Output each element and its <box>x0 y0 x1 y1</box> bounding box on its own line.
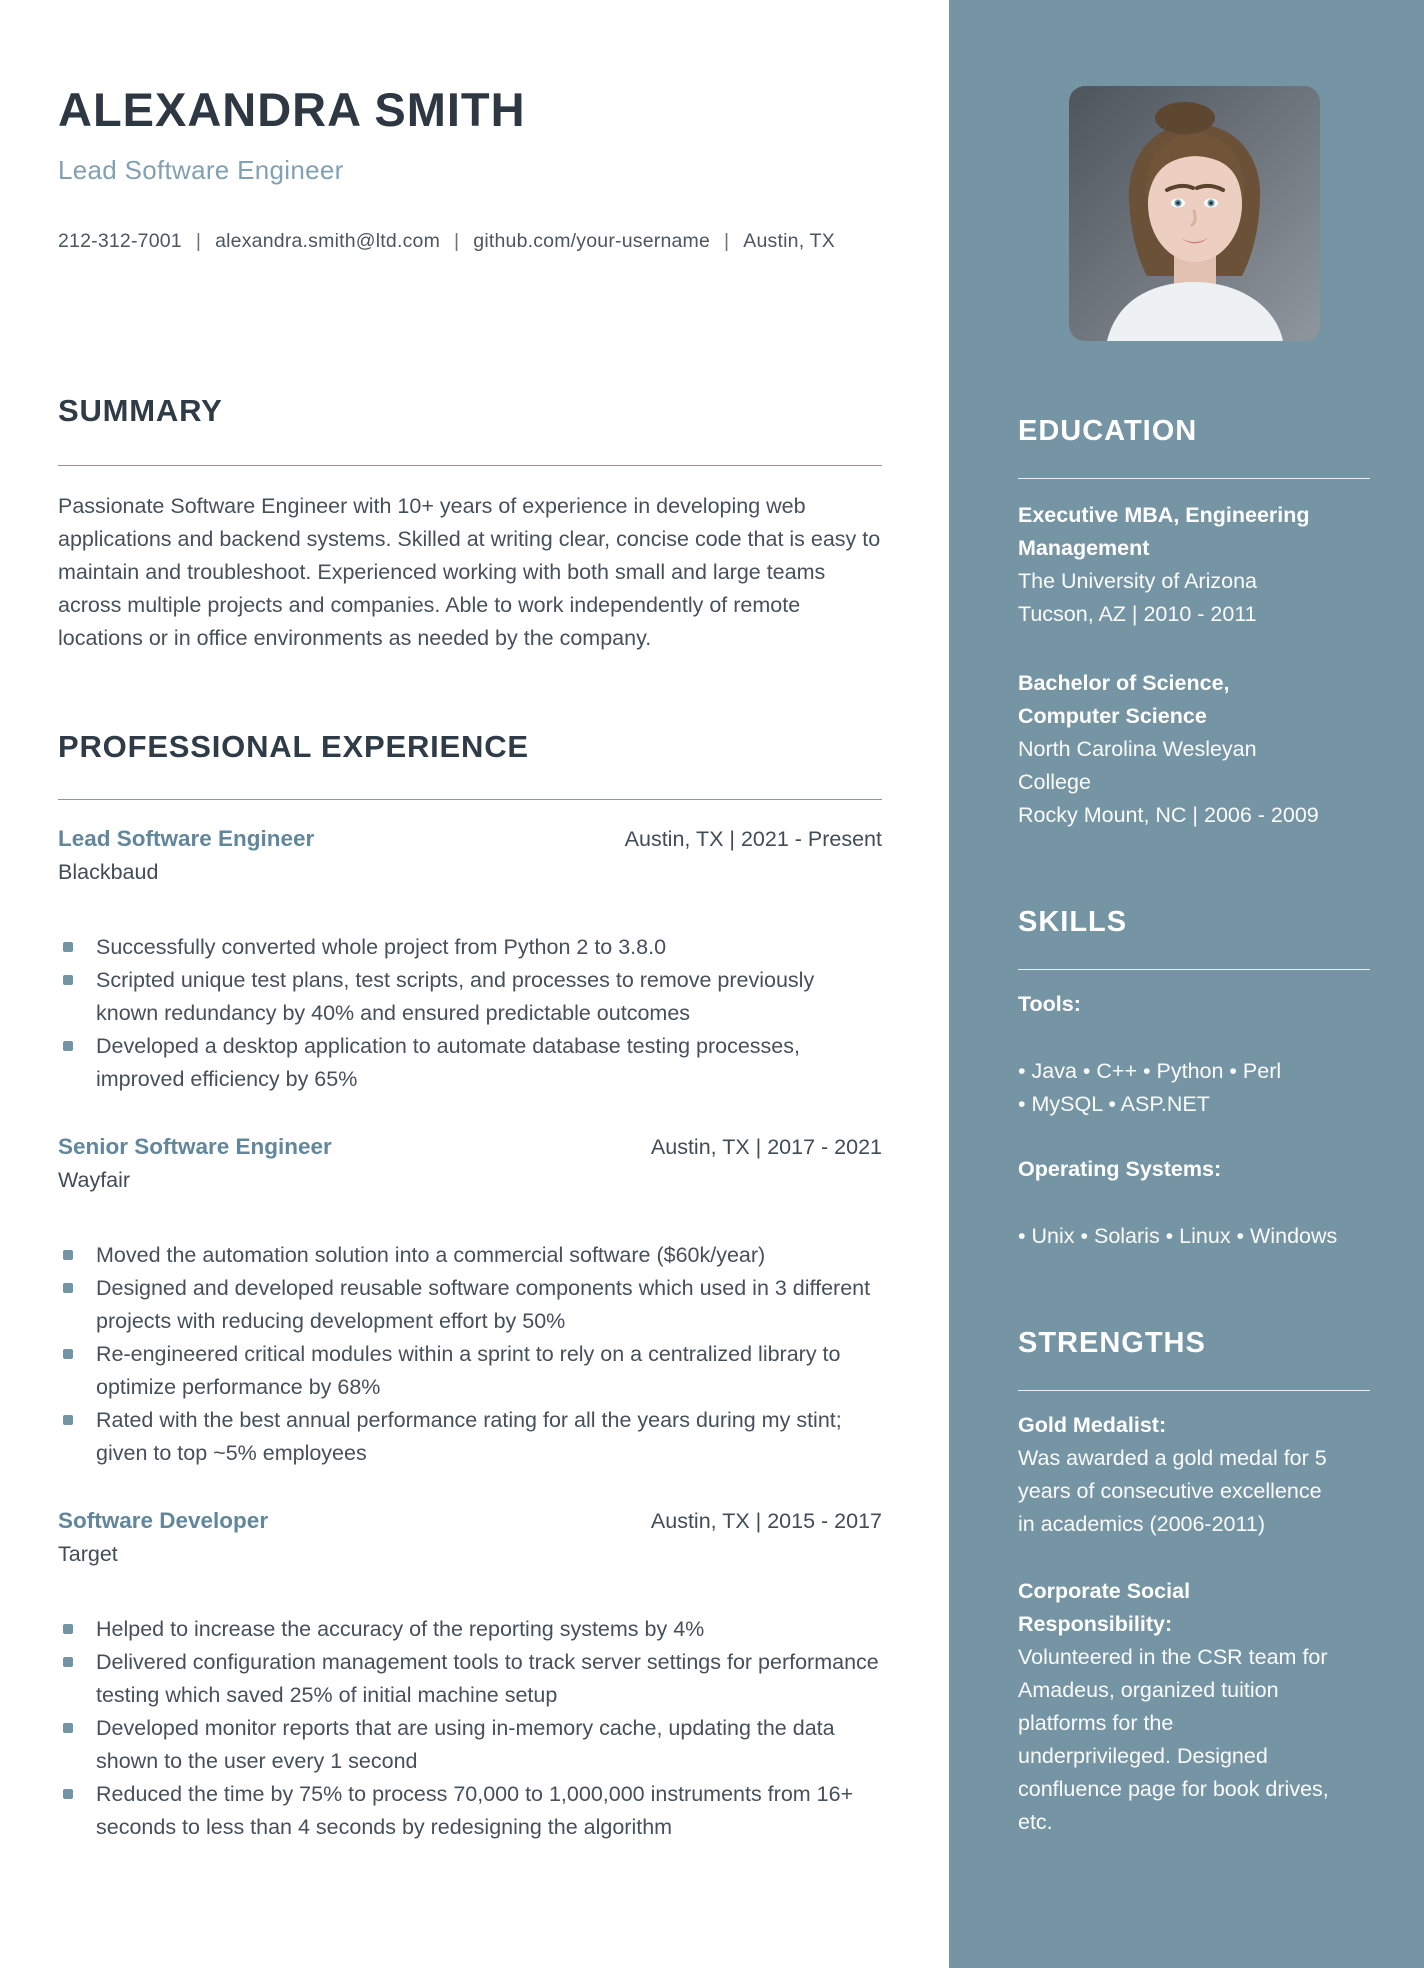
skills-line: • Java • C++ • Python • Perl <box>1018 1059 1282 1083</box>
job-entry <box>58 826 882 1096</box>
bullet-square-icon <box>63 942 73 952</box>
bullet-square-icon <box>63 1624 73 1634</box>
job-bullet-list <box>58 1613 882 1844</box>
job-bullet: Developed a desktop application to automate database testing processes, improved efficiency by 65% <box>58 1030 882 1096</box>
skills-group-label: Tools: <box>1018 992 1081 1016</box>
bullet-square-icon <box>63 1041 73 1051</box>
job-title: Lead Software Engineer <box>58 825 315 851</box>
strengths-heading: STRENGTHS <box>1018 1327 1206 1359</box>
strength-text: Was awarded a gold medal for 5 years of consecutive excellence in academics (2006-2011) <box>1018 1446 1327 1536</box>
bullet-square-icon <box>63 1657 73 1667</box>
education-location-dates: Tucson, AZ | 2010 - 2011 <box>1018 602 1257 626</box>
contact-separator: | <box>454 229 460 252</box>
job-bullet: Designed and developed reusable software components which used in 3 different projects with reducing development effort by 50% <box>58 1272 882 1338</box>
education-school: The University of Arizona <box>1018 569 1257 593</box>
strength-label: Gold Medalist: <box>1018 1413 1167 1437</box>
job-bullet-list <box>58 931 882 1096</box>
education-heading: EDUCATION <box>1018 415 1198 447</box>
job-bullet: Reduced the time by 75% to process 70,000 to 1,000,000 instruments from 16+ seconds to less than 4 seconds by redesigning the algorithm <box>58 1778 882 1844</box>
job-bullet: Rated with the best annual performance rating for all the years during my stint; given to top ~5% employees <box>58 1404 882 1470</box>
bullet-square-icon <box>63 975 73 985</box>
job-header <box>58 1508 882 1534</box>
job-entry <box>58 1134 882 1470</box>
education-degree: Bachelor of Science, Computer Science <box>1018 671 1230 728</box>
strength-item <box>1018 1409 1330 1541</box>
strength-label: Corporate Social Responsibility: <box>1018 1579 1191 1636</box>
skills-group-values <box>1018 1055 1370 1121</box>
skills-group-label: Operating Systems: <box>1018 1157 1222 1181</box>
email-link[interactable]: alexandra.smith@ltd.com <box>215 229 441 252</box>
job-header <box>58 826 882 852</box>
job-location-dates: Austin, TX | 2021 - Present <box>624 826 882 851</box>
education-entry <box>1018 499 1370 631</box>
job-bullet: Re-engineered critical modules within a sprint to rely on a centralized library to optimize performance by 68% <box>58 1338 882 1404</box>
skills-line: • MySQL • ASP.NET <box>1018 1092 1210 1116</box>
bullet-square-icon <box>63 1250 73 1260</box>
strengths-divider <box>1018 1390 1370 1391</box>
job-title: Software Developer <box>58 1507 269 1533</box>
job-location-dates: Austin, TX | 2017 - 2021 <box>650 1134 882 1159</box>
job-header <box>58 1134 882 1160</box>
experience-divider <box>58 799 882 800</box>
education-degree: Executive MBA, Engineering Management <box>1018 503 1310 560</box>
education-divider <box>1018 478 1370 479</box>
job-bullet: Moved the automation solution into a commercial software ($60k/year) <box>58 1239 882 1272</box>
bullet-square-icon <box>63 1789 73 1799</box>
person-job-title: Lead Software Engineer <box>58 154 344 185</box>
contact-separator: | <box>724 229 730 252</box>
job-location-dates: Austin, TX | 2015 - 2017 <box>650 1508 882 1533</box>
education-school: North Carolina Wesleyan College <box>1018 737 1257 794</box>
job-company: Target <box>58 1541 118 1566</box>
job-bullet: Delivered configuration management tools to track server settings for performance testing which saved 25% of initial machine setup <box>58 1646 882 1712</box>
contact-line <box>58 230 882 253</box>
summary-text: Passionate Software Engineer with 10+ years of experience in developing web applications and backend systems. Skilled at writing clear, concise code that is easy to maintain and troubleshoot. Experienced working with both small and large teams across multiple projects and companies. Able to work independently of remote locations or in office environments as needed by the company. <box>58 493 881 650</box>
job-bullet: Successfully converted whole project from Python 2 to 3.8.0 <box>58 931 882 964</box>
bullet-square-icon <box>63 1415 73 1425</box>
person-name: ALEXANDRA SMITH <box>58 83 526 136</box>
education-location-dates: Rocky Mount, NC | 2006 - 2009 <box>1018 803 1319 827</box>
job-bullet: Helped to increase the accuracy of the reporting systems by 4% <box>58 1613 882 1646</box>
profile-photo <box>1069 86 1320 341</box>
skills-group-values <box>1018 1220 1370 1253</box>
phone-number[interactable]: 212-312-7001 <box>58 229 182 252</box>
bullet-square-icon <box>63 1283 73 1293</box>
skills-divider <box>1018 969 1370 970</box>
main-column <box>58 0 882 1844</box>
experience-heading: PROFESSIONAL EXPERIENCE <box>58 728 529 764</box>
bullet-square-icon <box>63 1349 73 1359</box>
job-company: Wayfair <box>58 1167 131 1192</box>
skills-heading: SKILLS <box>1018 906 1128 938</box>
job-entry <box>58 1508 882 1844</box>
job-bullet-list <box>58 1239 882 1470</box>
education-entry <box>1018 667 1370 832</box>
summary-divider <box>58 465 882 466</box>
job-title: Senior Software Engineer <box>58 1133 332 1159</box>
job-bullet: Scripted unique test plans, test scripts, and processes to remove previously known redundancy by 40% and ensured predictable outcomes <box>58 964 882 1030</box>
contact-separator: | <box>195 229 202 252</box>
job-bullet: Developed monitor reports that are using in-memory cache, updating the data shown to the user every 1 second <box>58 1712 882 1778</box>
summary-heading: SUMMARY <box>58 392 223 428</box>
sidebar <box>949 0 1424 1968</box>
job-company: Blackbaud <box>58 859 159 884</box>
github-link[interactable]: github.com/your-username <box>473 229 711 252</box>
strength-text: Volunteered in the CSR team for Amadeus, organized tuition platforms for the underprivileged. Designed confluence page for book drives, etc. <box>1018 1645 1329 1834</box>
bullet-square-icon <box>63 1723 73 1733</box>
location-text: Austin, TX <box>743 229 835 252</box>
strength-item <box>1018 1575 1330 1839</box>
skills-line: • Unix • Solaris • Linux • Windows <box>1018 1224 1338 1248</box>
